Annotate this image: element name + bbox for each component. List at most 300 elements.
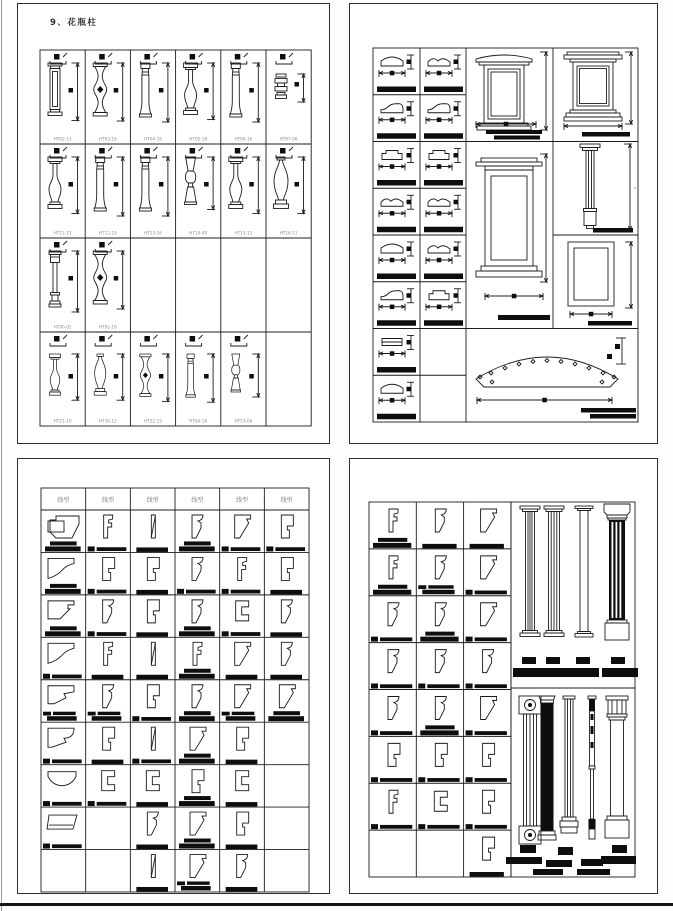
- pedestal-cell-b: [564, 52, 633, 137]
- molding-cell: [136, 812, 168, 849]
- page-border-left: [1, 0, 2, 911]
- lcol-l2: [538, 696, 556, 840]
- mold-m4: [279, 685, 295, 708]
- coping-cell: [424, 149, 463, 186]
- mold-m6: [388, 743, 400, 766]
- pedestal-table: [373, 48, 638, 422]
- mold-m2: [389, 790, 398, 813]
- label: HT15-12: [234, 230, 253, 236]
- molding-cell: [88, 557, 127, 593]
- mold-m4: [235, 685, 251, 708]
- label: 线型: [146, 497, 159, 504]
- bal-b3: [186, 354, 196, 397]
- dimension-vertical: [72, 251, 80, 312]
- mold-m5: [388, 697, 399, 720]
- pr-p2: [428, 59, 450, 66]
- pedestal-grid-canvas: [350, 4, 657, 443]
- mold-m7: [236, 601, 249, 621]
- dm: [531, 360, 535, 364]
- label: HT13-16: [144, 230, 162, 236]
- mold-m5: [388, 650, 399, 673]
- label: HT03-16: [98, 136, 117, 142]
- molding-cell: [136, 855, 168, 892]
- molding-cell: [43, 686, 77, 721]
- molding-cell: [466, 697, 507, 736]
- label: HT21-10: [53, 418, 72, 424]
- molding-cell: [179, 770, 215, 806]
- molding-cell: [422, 509, 456, 548]
- display-column: [588, 696, 596, 839]
- mold-m6: [483, 837, 495, 860]
- mold-m5: [388, 603, 399, 626]
- coping-cell: [424, 55, 463, 92]
- coping-cell: [424, 289, 463, 326]
- mold-m2: [104, 515, 113, 538]
- baluster-cell: [231, 335, 260, 424]
- dm: [600, 380, 604, 384]
- coping-cell: [377, 102, 416, 139]
- dimension-horizontal: [426, 164, 452, 171]
- baluster-cell: [94, 147, 125, 236]
- coping-cell: [377, 242, 416, 279]
- molding-cell: [466, 556, 507, 595]
- display-column: [560, 696, 578, 833]
- col-tr: [580, 144, 600, 229]
- molding-cell: [136, 557, 168, 594]
- bal-b6: [275, 74, 287, 99]
- molding-cell: [179, 727, 215, 763]
- dimension-horizontal: [570, 311, 612, 318]
- pr-p1: [381, 244, 403, 253]
- dimension-horizontal: [379, 351, 405, 358]
- bal-b7: [49, 251, 61, 307]
- ped-d: [568, 242, 614, 306]
- dimension-horizontal: [426, 117, 452, 124]
- mold-m4: [190, 812, 206, 835]
- molding-cell: [45, 601, 81, 636]
- molding-cell: [136, 642, 168, 679]
- coping-cell: [424, 195, 463, 232]
- mold-mW3: [48, 686, 74, 704]
- pr-p3: [382, 151, 402, 160]
- molding-cell: [92, 642, 124, 679]
- plan-view-marker: [231, 147, 248, 158]
- molding-cell: [371, 603, 412, 642]
- mold-m5: [192, 557, 203, 580]
- molding-cell: [226, 727, 258, 764]
- molding-cell: [270, 600, 302, 637]
- baluster-cell: [139, 147, 170, 236]
- molding-cell: [222, 685, 256, 721]
- molding-cell: [226, 771, 258, 807]
- mold-m6: [192, 770, 204, 793]
- mold-m2: [389, 556, 398, 579]
- label: HT02-13: [53, 136, 72, 142]
- mold-m5: [435, 697, 446, 720]
- molding-cell: [270, 557, 302, 594]
- dimension-horizontal: [476, 121, 536, 128]
- baluster-cell: [230, 53, 260, 142]
- molding-cell: [45, 516, 81, 551]
- molding-cell: [43, 815, 82, 848]
- label: HT32-15: [144, 418, 162, 424]
- bal-b3: [139, 157, 151, 211]
- ped-a: [476, 55, 532, 130]
- plan-view-marker: [276, 147, 293, 158]
- molding-cell: [88, 600, 127, 636]
- dimension-horizontal: [426, 70, 452, 77]
- mold-m7: [146, 771, 159, 791]
- molding-cell: [371, 790, 412, 829]
- molding-cell: [371, 743, 412, 782]
- sheet-pedestals-copings: [349, 3, 658, 444]
- dimension-horizontal: [477, 397, 612, 404]
- arch-coping: [476, 357, 618, 387]
- plan-view-marker: [50, 241, 67, 252]
- molding-cell: [466, 743, 507, 782]
- molding-cell: [268, 685, 304, 721]
- dm: [517, 362, 521, 366]
- plan-view-marker: [231, 335, 248, 346]
- baluster-cell: [275, 53, 306, 142]
- mold-m1: [48, 516, 79, 538]
- label: HT16-11: [279, 230, 298, 236]
- mold-m6: [483, 790, 495, 813]
- label: 线型: [101, 497, 115, 504]
- plan-view-marker: [95, 147, 112, 158]
- baluster-cell: [229, 147, 260, 236]
- mold-m9: [48, 772, 76, 786]
- baluster-cell: [274, 147, 306, 236]
- baluster-table: [40, 50, 311, 426]
- molding-cell: [418, 743, 459, 782]
- mold-m5: [281, 600, 292, 623]
- coping-cell: [377, 289, 416, 326]
- baluster-grid-canvas: [18, 4, 329, 443]
- molding-cell: [466, 790, 507, 829]
- dm: [503, 366, 507, 370]
- mold-m6: [147, 685, 159, 708]
- lcol-l5: [605, 696, 629, 838]
- mold-mW1: [48, 643, 74, 663]
- pr-p2: [428, 199, 450, 206]
- pedestal-cell-large: [476, 154, 550, 320]
- bal-b2: [140, 354, 151, 396]
- molding-cell: [226, 812, 258, 849]
- mold-m2: [238, 557, 247, 580]
- dimension-vertical: [625, 52, 633, 124]
- molding-column-canvas: [350, 459, 657, 893]
- molding-cell: [177, 557, 216, 593]
- molding-cell: [88, 685, 122, 721]
- mold-m5: [435, 650, 446, 673]
- baluster-cell: [184, 53, 216, 142]
- mold-m5: [435, 509, 446, 532]
- dm: [587, 366, 591, 370]
- plain-pedestal-cell: [568, 242, 633, 326]
- lcol-l1: [519, 696, 541, 844]
- molding-cell: [136, 600, 168, 637]
- label: ≈: [633, 185, 637, 190]
- mold-m2: [104, 642, 113, 665]
- mold-m6: [237, 727, 249, 750]
- dimension-vertical: [298, 74, 306, 102]
- mold-m5: [192, 515, 203, 538]
- mold-m5: [483, 650, 494, 673]
- baluster-cell: [93, 241, 125, 330]
- label: 线型: [57, 497, 70, 504]
- bal-b8: [231, 354, 241, 392]
- molding-cell: [88, 771, 127, 806]
- plan-view-marker: [50, 335, 67, 346]
- label: 线型: [236, 497, 249, 504]
- pr-p3: [429, 151, 449, 160]
- plan-view-marker: [276, 53, 293, 64]
- label: HT14-40: [189, 230, 208, 236]
- sheet-balusters: [17, 3, 330, 444]
- bal-b5: [94, 354, 106, 395]
- molding-cell: [373, 509, 411, 548]
- coping-cell: [377, 149, 416, 186]
- molding-cell: [88, 515, 127, 551]
- mold-m4: [235, 515, 251, 538]
- plan-view-marker: [95, 53, 112, 64]
- kcol-k4: [604, 504, 630, 640]
- mold-m4: [481, 603, 497, 626]
- bal-b1: [48, 63, 62, 116]
- mold-m6: [281, 557, 293, 580]
- kcol-k2: [544, 506, 564, 637]
- molding-cell: [466, 650, 507, 689]
- bal-b8: [185, 157, 197, 205]
- mold-m6: [435, 743, 447, 766]
- baluster-cell: [94, 335, 124, 424]
- molding-cell: [371, 697, 412, 736]
- coping-cell: [377, 55, 416, 92]
- molding-cell: [266, 515, 305, 551]
- plan-view-marker: [186, 335, 203, 346]
- dimension-horizontal: [379, 210, 405, 217]
- dimension-horizontal: [379, 164, 405, 171]
- mold-m6: [237, 812, 249, 835]
- label: HT64-16: [189, 418, 208, 424]
- label: 线型: [280, 497, 293, 504]
- dm: [545, 359, 549, 363]
- display-column: [519, 696, 541, 844]
- molding-cell: [136, 515, 168, 552]
- dimension-vertical: [540, 154, 548, 282]
- molding-cell: [179, 515, 215, 551]
- display-column: [567, 506, 599, 677]
- molding-cell: [226, 642, 258, 679]
- label: HT12-15: [98, 230, 117, 236]
- mold-m5: [103, 600, 114, 623]
- mold-m2: [193, 642, 202, 665]
- mold-m2: [389, 509, 398, 532]
- molding-cell: [466, 603, 507, 642]
- bal-b4: [48, 157, 62, 209]
- label: 线型: [191, 497, 204, 504]
- coping-cell: [424, 242, 463, 279]
- arch-cell: [476, 338, 636, 419]
- pr-p3: [429, 291, 449, 300]
- dm: [573, 362, 577, 366]
- dimension-vertical: [624, 144, 632, 230]
- display-column: [537, 506, 569, 677]
- lcol-l3: [560, 696, 578, 833]
- molding-cell: [418, 791, 459, 829]
- plan-view-marker: [95, 241, 112, 252]
- mold-m5: [281, 642, 292, 665]
- plan-view-marker: [140, 147, 157, 158]
- plan-view-marker: [140, 335, 157, 346]
- baluster-cell: [93, 53, 125, 142]
- dimension-horizontal: [379, 117, 405, 124]
- coping-cell: [377, 195, 416, 232]
- mold-m5: [192, 600, 203, 623]
- dimension-horizontal: [564, 123, 622, 130]
- plan-view-marker: [95, 335, 112, 346]
- molding-cell: [179, 812, 215, 848]
- mold-m6: [483, 743, 495, 766]
- pr-p1: [381, 57, 403, 66]
- label: HT92-16: [98, 324, 117, 330]
- pedestal-cell-a: [476, 52, 548, 140]
- dimension-vertical: [625, 242, 633, 308]
- mold-m3: [151, 727, 155, 750]
- dimension-horizontal: [426, 257, 452, 264]
- bal-b2: [93, 251, 107, 304]
- baluster-cell: [48, 147, 80, 236]
- molding-cell: [418, 556, 454, 594]
- mold-m5: [435, 603, 446, 626]
- kcol-k3: [575, 506, 593, 637]
- dimension-horizontal: [379, 257, 405, 264]
- mold-m6: [103, 727, 115, 750]
- dm: [559, 360, 563, 364]
- pr-p4: [381, 104, 403, 113]
- kcol-k1: [520, 506, 540, 637]
- display-column: [602, 504, 638, 677]
- mold-m4: [481, 556, 497, 579]
- molding-cell: [222, 515, 261, 551]
- molding-grid-canvas: [18, 459, 329, 893]
- mold-m7: [102, 771, 115, 791]
- molding-cell: [177, 855, 211, 891]
- dimension-vertical: [540, 52, 548, 130]
- bal-b4: [229, 157, 243, 209]
- mold-m3: [151, 515, 155, 538]
- mold-m7: [236, 771, 249, 791]
- pr-p2: [428, 246, 450, 253]
- plan-view-marker: [140, 53, 157, 64]
- mold-m4: [190, 727, 206, 750]
- bal-b4: [184, 63, 198, 115]
- dimension-horizontal: [485, 293, 543, 300]
- molding-cell: [420, 603, 458, 642]
- coping-cell: [424, 102, 463, 139]
- baluster-cell: [48, 53, 80, 142]
- mold-m7: [434, 791, 447, 811]
- ped-c: [476, 158, 542, 277]
- molding-cell: [270, 642, 302, 679]
- label: HT04-16: [144, 136, 162, 142]
- dimension-horizontal: [379, 304, 405, 311]
- display-column: [538, 696, 556, 840]
- baluster-cell: [140, 335, 170, 424]
- mold-m6: [147, 557, 159, 580]
- mold-m6: [103, 557, 115, 580]
- sheet-title: 9、花瓶柱: [50, 18, 98, 28]
- molding-cell: [470, 837, 504, 876]
- mold-m3: [151, 642, 155, 665]
- display-column: [605, 696, 629, 838]
- molding-cell: [179, 685, 215, 721]
- label: HT11-13: [53, 230, 72, 236]
- molding-cell: [45, 558, 81, 593]
- mold-m8: [47, 815, 77, 829]
- molding-cell: [43, 643, 82, 678]
- molding-cell: [132, 727, 171, 763]
- molding-table: [41, 488, 309, 892]
- mold-m4: [235, 642, 251, 665]
- sheet-molding-catalogue: [17, 458, 330, 894]
- label: HT90-02: [53, 324, 72, 330]
- bal-b3: [94, 157, 106, 211]
- column-label-blocks: [506, 845, 636, 875]
- mold-m5: [435, 556, 446, 579]
- molding-cell: [43, 728, 82, 763]
- pr-p1: [381, 384, 403, 393]
- molding-cell: [222, 601, 261, 636]
- plan-view-marker: [50, 53, 67, 64]
- coping-cell: [377, 336, 416, 373]
- bal-b3: [139, 63, 151, 117]
- baluster-cell: [186, 335, 216, 424]
- mold-m5: [192, 685, 203, 708]
- dm: [490, 380, 494, 384]
- mold-m3: [151, 855, 155, 878]
- label: HT06-16: [234, 136, 253, 142]
- dimension-horizontal: [426, 304, 452, 311]
- molding-column-table: [369, 502, 638, 877]
- dimension-horizontal: [379, 397, 405, 404]
- label: HT07-06: [279, 136, 298, 142]
- dimension-horizontal: [426, 210, 452, 217]
- mold-mW4: [48, 728, 74, 747]
- molding-cell: [371, 650, 412, 689]
- baluster-cell: [49, 241, 80, 330]
- mold-m4: [481, 697, 497, 720]
- pr-p4: [428, 104, 450, 113]
- bal-b5: [274, 157, 289, 209]
- label: HT05-18: [189, 136, 208, 142]
- mold-mW1: [48, 558, 74, 578]
- molding-cell: [226, 855, 258, 892]
- baluster-cell: [49, 335, 79, 424]
- molding-cell: [92, 727, 124, 764]
- molding-cell: [179, 600, 215, 636]
- pr-p2: [381, 199, 403, 206]
- molding-cell: [43, 772, 82, 806]
- molding-cell: [470, 509, 504, 548]
- pr-p4: [381, 291, 403, 300]
- column-cell: [580, 144, 637, 233]
- mold-m6: [147, 600, 159, 623]
- bal-b3: [230, 63, 242, 117]
- plan-view-marker: [50, 147, 67, 158]
- plan-view-marker: [186, 53, 203, 64]
